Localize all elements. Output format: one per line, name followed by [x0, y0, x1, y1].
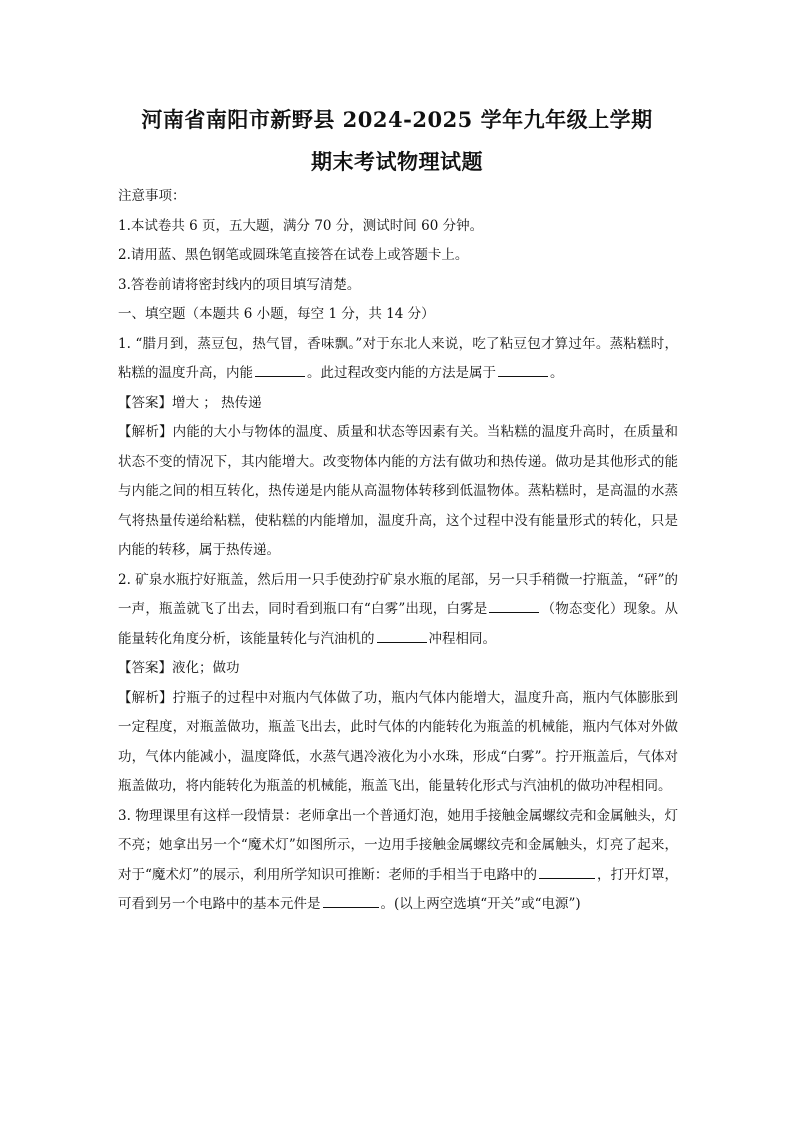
- notice-item-1: 1.本试卷共 6 页，五大题，满分 70 分，测试时间 60 分钟。: [118, 217, 484, 234]
- page-title: 河南省南阳市新野县 2024-2025 学年九年级上学期: [141, 107, 653, 132]
- q1-text-b: 。此过程改变内能的方法是属于: [307, 365, 496, 381]
- q1-answer: [118, 389, 678, 419]
- q3-text-a: 3. 物理课里有这样一段情景：老师拿出一个普通灯泡，她用手接触金属螺纹壳和金属触头，灯不亮；她拿出另一个“魔术灯”如图所示，一边用手接触金属螺纹壳和金属触头，灯亮了起来，对于“魔术灯”的展示，利用所学知识可推断：老师的手相当于电路中的: [118, 807, 678, 883]
- analysis-label: 【解析】: [118, 689, 173, 706]
- answer-blank: [489, 598, 539, 613]
- answer-text: 液化；做功: [172, 660, 240, 676]
- question-1: [118, 330, 678, 389]
- q2-answer: [118, 654, 678, 684]
- answer-blank: [539, 864, 595, 879]
- question-2: [118, 566, 678, 655]
- analysis-text: 内能的大小与物体的温度、质量和状态等因素有关。当粘糕的温度升高时，在质量和状态不变的情况下，其内能增大。改变物体内能的方法有做功和热传递。做功是其他形式的能与内能之间的相互转化，热传递是内能从高温物体转移到低温物体。蒸粘糕时，是高温的水蒸气将热量传递给粘糕，使粘糕的内能增加，温度升高，这个过程中没有能量形式的转化，只是内能的转移，属于热传递。: [118, 424, 679, 558]
- page-subtitle: 期末考试物理试题: [311, 149, 483, 174]
- answer-blank: [377, 628, 427, 643]
- q2-text-a: 2. 矿泉水瓶拧好瓶盖，然后用一只手使劲拧矿泉水瓶的尾部，另一只手稍微一拧瓶盖，“砰”的一声，瓶盖就飞了出去，同时看到瓶口有“白雾”出现，白雾是: [118, 571, 678, 617]
- answer-label: 【答案】: [118, 394, 172, 411]
- q2-text-b: （物态变化）现象。从能量转化角度分析，该能量转化与汽油机的: [118, 601, 679, 647]
- analysis-label: 【解析】: [118, 424, 173, 440]
- answer-blank: [323, 893, 379, 908]
- answer-blank: [498, 362, 548, 377]
- notice-heading: 注意事项：: [118, 188, 186, 204]
- analysis-text: 拧瓶子的过程中对瓶内气体做了功，瓶内气体内能增大，温度升高，瓶内气体膨胀到一定程度，对瓶盖做功，瓶盖飞出去，此时气体的内能转化为瓶盖的机械能，瓶内气体对外做功，气体内能减小，温度降低，水蒸气遇冷液化为小水珠，形成“白雾”。拧开瓶盖后，气体对瓶盖做功，将内能转化为瓶盖的机械能，瓶盖飞出，能量转化形式与汽油机的做功冲程相同。: [118, 689, 679, 794]
- answer-blank: [255, 362, 305, 377]
- q1-text-a: 1. “腊月到，蒸豆包，热气冒，香味飘。”对于东北人来说，吃了粘豆包才算过年。蒸粘糕时，粘糕的温度升高，内能: [118, 335, 678, 381]
- answer-label: 【答案】: [118, 660, 172, 676]
- q3-text-b: ，打开灯罩，可看到另一个电路中的基本元件是: [118, 866, 678, 912]
- q1-analysis: [118, 418, 678, 566]
- q2-text-c: 冲程相同。: [428, 630, 496, 647]
- question-3: [118, 802, 678, 920]
- q1-text-c: 。: [550, 365, 564, 381]
- q2-analysis: [118, 684, 678, 802]
- q3-text-c: 。(以上两空选填“开关”或“电源”): [380, 896, 581, 912]
- notice-item-2: 2.请用蓝、黑色钢笔或圆珠笔直接答在试卷上或答题卡上。: [118, 247, 469, 263]
- document-body: [118, 182, 678, 920]
- answer-text: 增大 ； 热传递: [172, 394, 262, 411]
- section-heading: 一、填空题（本题共 6 小题，每空 1 分，共 14 分）: [118, 306, 435, 322]
- notice-item-3: 3.答卷前请将密封线内的项目填写清楚。: [118, 276, 361, 293]
